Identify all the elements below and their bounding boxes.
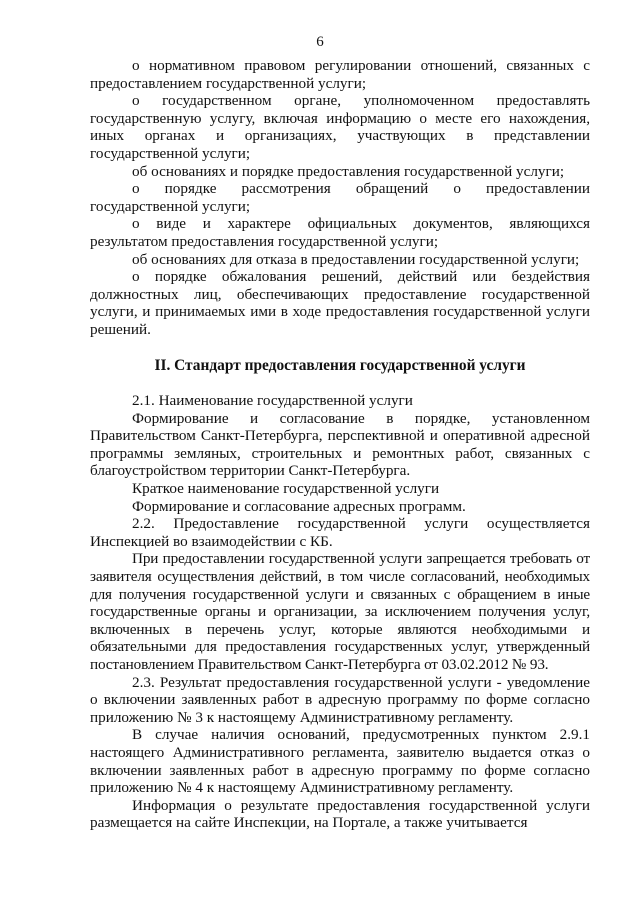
paragraph: 2.2. Предоставление государственной услуги осуществляется Инспекцией во взаимодействии с КБ. — [90, 515, 590, 550]
paragraph: о порядке рассмотрения обращений о предоставлении государственной услуги; — [90, 180, 590, 215]
paragraph: об основаниях и порядке предоставления государственной услуги; — [132, 162, 565, 180]
paragraph: При предоставлении государственной услуги запрещается требовать от заявителя осуществления действий, в том числе согласований, необходимых для получения государственной услуги и связанных с обращением в иные государственные органы и организации, за исключением получения услуг, включенных в перечень услуг, которые являются необходимыми и обязательными для предоставления государственных услуг, утвержденный постановлением Правительством Санкт-Петербурга от 03.02.2012 № 93. — [90, 550, 590, 673]
paragraph: В случае наличия оснований, предусмотренных пунктом 2.9.1 настоящего Административного регламента, заявителю выдается отказ о включении заявленных работ в адресную программу по форме согласно приложению № 4 к настоящему Административному регламенту. — [90, 726, 590, 797]
paragraph: о государственном органе, уполномоченном предоставлять государственную услугу, включая информацию о месте его нахождения, иных органах и организациях, участвующих в представлении государственной услуги; — [90, 92, 590, 162]
paragraph: о порядке обжалования решений, действий или бездействия должностных лиц, обеспечивающих предоставление государственной услуги, и принимаемых ими в ходе предоставления государственной услуги решений. — [90, 268, 590, 338]
paragraph: о нормативном правовом регулировании отношений, связанных с предоставлением государственной услуги; — [90, 57, 590, 92]
paragraph: об основаниях для отказа в предоставлении государственной услуги; — [132, 250, 580, 268]
page-number: 6 — [316, 34, 324, 50]
paragraph: 2.3. Результат предоставления государственной услуги - уведомление о включении заявленных работ в адресную программу по форме согласно приложению № 3 к настоящему Административному регламенту. — [90, 673, 590, 726]
section-heading: II. Стандарт предоставления государственной услуги — [154, 356, 526, 374]
document-body — [90, 57, 590, 832]
paragraph: Краткое наименование государственной услуги — [132, 480, 440, 498]
paragraph: Формирование и согласование адресных программ. — [132, 497, 466, 515]
paragraph: Формирование и согласование в порядке, установленном Правительством Санкт-Петербурга, перспективной и оперативной адресной программы земляных, строительных и ремонтных работ, связанных с благоустройством территории Санкт-Петербурга. — [90, 409, 590, 480]
paragraph: о виде и характере официальных документов, являющихся результатом предоставления государственной услуги; — [90, 215, 590, 250]
paragraph: 2.1. Наименование государственной услуги — [132, 392, 413, 410]
paragraph: Информация о результате предоставления государственной услуги размещается на сайте Инспекции, на Портале, а также учитывается — [90, 796, 590, 832]
